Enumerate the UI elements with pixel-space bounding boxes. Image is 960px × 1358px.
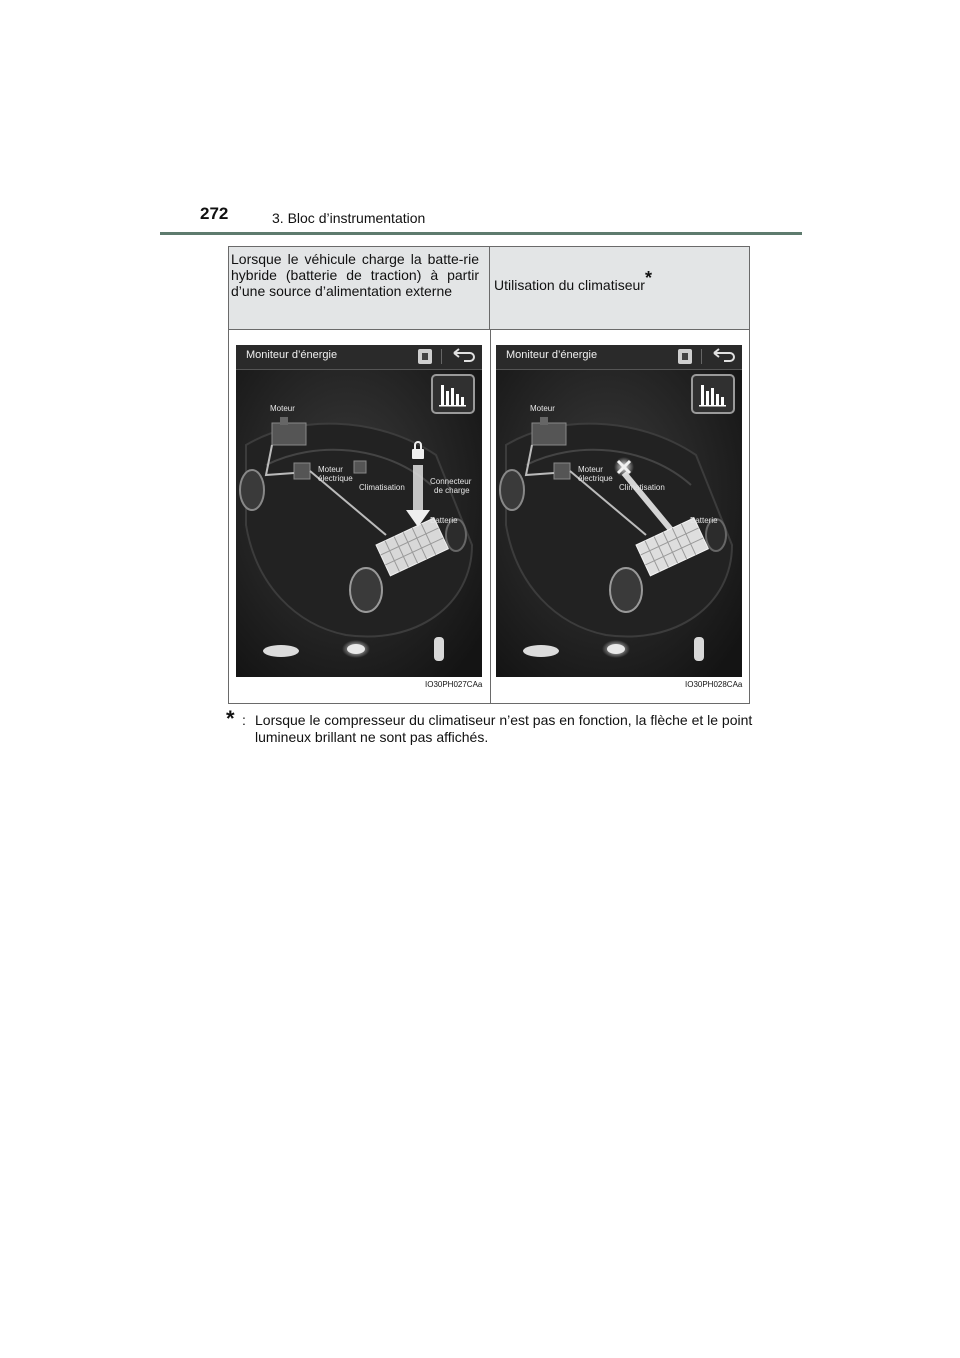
label-ac: Climatisation [619, 483, 665, 492]
table-header-right [490, 247, 749, 329]
label-battery: Batterie [690, 516, 718, 525]
battery-charge-icon [418, 349, 432, 364]
page-number: 272 [200, 204, 229, 223]
energy-monitor-screen-ac [496, 345, 742, 677]
label-motor-1: Moteur [318, 465, 343, 474]
table-header-left [229, 247, 490, 329]
info-table [228, 246, 750, 704]
image-code-left: IO30PH027CAa [425, 680, 483, 689]
screen-title: Moniteur d’énergie [506, 349, 598, 361]
battery-charge-icon [678, 349, 692, 364]
table-header-row [229, 247, 749, 330]
label-motor-1: Moteur [578, 465, 603, 474]
label-motor-2: électrique [318, 474, 353, 483]
footnote-star: * [226, 706, 235, 731]
bar-chart-icon [692, 375, 734, 413]
label-connector-1: Connecteur [430, 477, 472, 486]
chapter-title: 3. Bloc d’instrumentation [272, 210, 426, 226]
footnote-colon: : [242, 712, 246, 728]
label-ac: Climatisation [359, 483, 405, 492]
label-connector-2: de charge [434, 486, 470, 495]
footnote-text: Lorsque le compresseur du climatiseur n’est pas en fonction, la flèche et le point lumineux brillant ne sont pas affichés. [255, 712, 753, 745]
label-battery: Batterie [430, 516, 458, 525]
energy-monitor-screen-charging [236, 345, 482, 677]
image-code-right: IO30PH028CAa [685, 680, 743, 689]
screen-title: Moniteur d’énergie [246, 349, 338, 361]
column-divider [490, 329, 491, 703]
header-left-text: Lorsque le véhicule charge la batte-rie hybride (batterie de traction) à partir d’une source d’alimentation externe [231, 251, 479, 299]
label-motor-2: électrique [578, 474, 613, 483]
bar-chart-icon [432, 375, 474, 413]
header-right-text: Utilisation du climatiseur [494, 277, 645, 293]
label-engine: Moteur [270, 404, 295, 413]
header-rule [160, 232, 802, 235]
footnote-marker: * [644, 268, 652, 288]
label-engine: Moteur [530, 404, 555, 413]
